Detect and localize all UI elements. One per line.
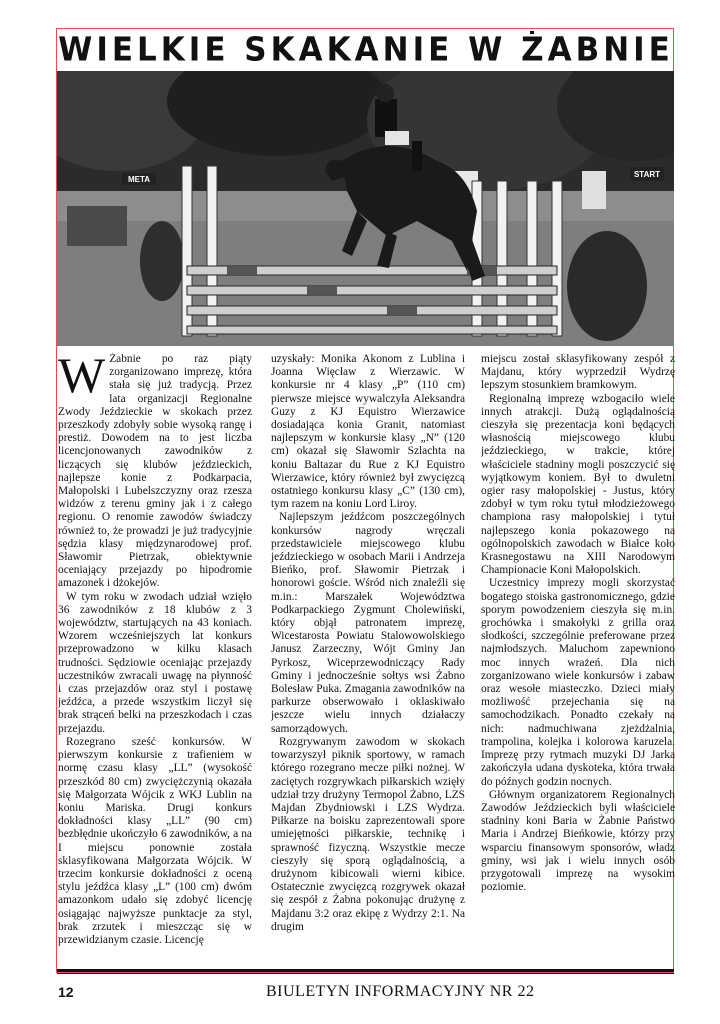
paragraph: W tym roku w zwodach udział wzięło 36 zawodników z 18 klubów z 3 województw, startujących na 43 koniach. Wzorem wcześniejszych lat konkurs przeprowadzono w kilku klasach trudności. Sędziowie oceniając przejazdy uczestników zwracali uwagę na płynność i czas przejazdów oraz styl i postawę jeźdźca, a przede wszystkim liczył się brak strąceń belki na przeszkodach i czas przejazdu.	[58, 590, 252, 735]
show-jumping-photo	[57, 71, 674, 346]
paragraph: Uczestnicy imprezy mogli skorzystać bogatego stoiska gastronomicznego, gdzie sporym powodzeniem cieszyła się m.in. grochówka i smakołyki z grilla oraz słodkości, szczególnie preferowane przez najmłodszych. Maluchom zapewniono moc innych wrażeń. Dla nich zorganizowano wiele konkursów i zabaw oraz wesołe miasteczko. Dzieci miały możliwość przejechania się na samochodzikach. Ponadto czekały na nich: nadmuchiwana zjeżdżalnia, trampolina, kolejka i kolorowa karuzela. Imprezę przy rytmach muzyki DJ Jarka zakończyła udana dyskoteka, która trwała do późnych godzin nocnych.	[481, 577, 675, 788]
finish-sign: META	[127, 175, 151, 184]
drop-cap: W	[58, 353, 106, 403]
article-column-1	[58, 353, 252, 965]
paragraph: uzyskały: Monika Akonom z Lublina i Joanna Więcław z Wierzawic. W konkursie nr 4 klasy „P” (110 cm) pierwsze miejsce wywalczyła Aleksandra Guzy z KJ Equistro Wierzawice dosiadająca konia Granit, natomiast najlepszym w konkursie klasy „N” (120 cm) okazał się Sławomir Szlachta na koniu Baltazar du Rue z KJ Equistro Wierzawice, który również był zwycięzcą ostatniego konkursu klasy „C” (130 cm), tym razem na koniu Lord Liroy.	[271, 353, 465, 511]
paragraph: Regionalną imprezę wzbogaciło wiele innych atrakcji. Dużą oglądalnością cieszyła się prezentacja koni będących własnością miejscowego klubu jeździeckiego, w trakcie, której właściciele stadniny mogli poszczycić się wyjątkowym koniem. Był to dwuletni ogier rasy małopolskiej - Justus, który zdobył w tym roku tytuł młodzieżowego championa rasy małopolskiej i tytuł najlepszego konia pokazowego na ogólnopolskich zawodach w Białce koło Krasnegostawu na XIII Narodowym Championacie Koni Małopolskich.	[481, 392, 675, 577]
paragraph: Rozgrywanym zawodom w skokach towarzyszył piknik sportowy, w ramach którego rozegrano mecze piłki nożnej. W zaciętych rozgrywkach piłkarskich wzięły udział trzy drużyny Termopol Żabno, LZS Majdan Zbydniowski i LZS Wydrza. Piłkarze na boisku zaprezentowali spore umiejętności piłkarskie, technikę i sprawność fizyczną. Wszystkie mecze cieszyły się sporą oglądalnością, a drużynom kibicowali wierni kibice. Ostatecznie zwycięzcą rozgrywek okazał się zespół z Żabna pokonując drużynę z Majdanu 3:2 oraz ekipę z Wydrzy 2:1. Na drugim	[271, 735, 465, 933]
publication-name: BIULETYN INFORMACYJNY NR 22	[266, 983, 535, 1000]
paragraph: Najlepszym jeźdźcom poszczególnych konkursów nagrody wręczali przedstawiciele miejscowego klubu jeździeckiego w osobach Marii i Andrzeja Bieńko, prof. Sławomir Pietrzak i honorowi goście. Wśród nich znaleźli się m.in.: Marszałek Województwa Podkarpackiego Zygmunt Cholewiński, który objął patronatem imprezę, Wicestarosta Powiatu Stalowowolskiego Janusz Zarzeczny, Wójt Gminy Jan Pyrkosz, Wiceprzewodniczący Rady Gminy i jednocześnie sołtys wsi Żabno Bolesław Puka. Zmagania zawodników na parkurze obserwowało i oklaskiwało jeszcze wielu innych działaczy samorządowych.	[271, 511, 465, 735]
paragraph: miejscu został sklasyfikowany zespół z Majdanu, który wyprzedził Wydrzę lepszym stosunkiem bramkowym.	[481, 353, 675, 392]
page-number: 12	[58, 984, 74, 1000]
footer-rule-thin	[57, 973, 674, 974]
article-column-2	[271, 353, 465, 965]
article-column-3	[481, 353, 675, 965]
paragraph: Rozegrano sześć konkursów. W pierwszym konkursie z trafieniem w normę czasu klasy „LL” (wysokość przeszkód 80 cm) zwyciężczynią okazała się Małgorzata Wójcik z WKJ Lublin na koniu Mariska. Drugi konkurs dokładności klasy „LL” (90 cm) bezbłędnie ukończyło 6 zawodników, a na I miejscu ponownie została sklasyfikowana Małgorzata Wójcik. W trzecim konkursie dokładności z oceną stylu jeźdźca klasy „L” (100 cm) dwóm amazonkom udało się zdobyć licencję osiągając najwyższe punktacje za styl, brak zrzutek i mieszcząc się w przewidzianym czasie. Licencję	[58, 735, 252, 946]
article-title: WIELKIE SKAKANIE W ŻABNIE	[58, 31, 674, 69]
paragraph: Głównym organizatorem Regionalnych Zawodów Jeździeckich byli właściciele stadniny koni Baria w Żabnie Państwo Maria i Andrzej Bieńkowie, którzy przy wsparciu finansowym sponsorów, władz gminy, wsi jak i wielu innych osób przygotowali imprezę na wysokim poziomie.	[481, 788, 675, 894]
footer-rule	[57, 969, 674, 972]
start-sign: START	[633, 170, 661, 179]
paragraph: Żabnie po raz piąty zorganizowano imprezę, która stała się już tradycją. Przez lata organizacji Regionalne Zwody Jeździeckie w skokach przez przeszkody zdobyły sobie wysoką rangę i prestiż. Dowodem na to jest liczba licencjonowanych zawodników z liczących się klubów jeździeckich, najlepsze konie z Podkarpacia, Małopolski i Lubelszczyzny oraz rzesza widzów z terenu gminy jak i z całego regionu. O renomie zawodów świadczy również to, że prowadzi je już tradycyjnie sędzia klasy międzynarodowej prof. Sławomir Pietrzak, obiektywnie oceniający przejazdy po hipodromie amazonek i dżokejów.	[58, 353, 252, 590]
